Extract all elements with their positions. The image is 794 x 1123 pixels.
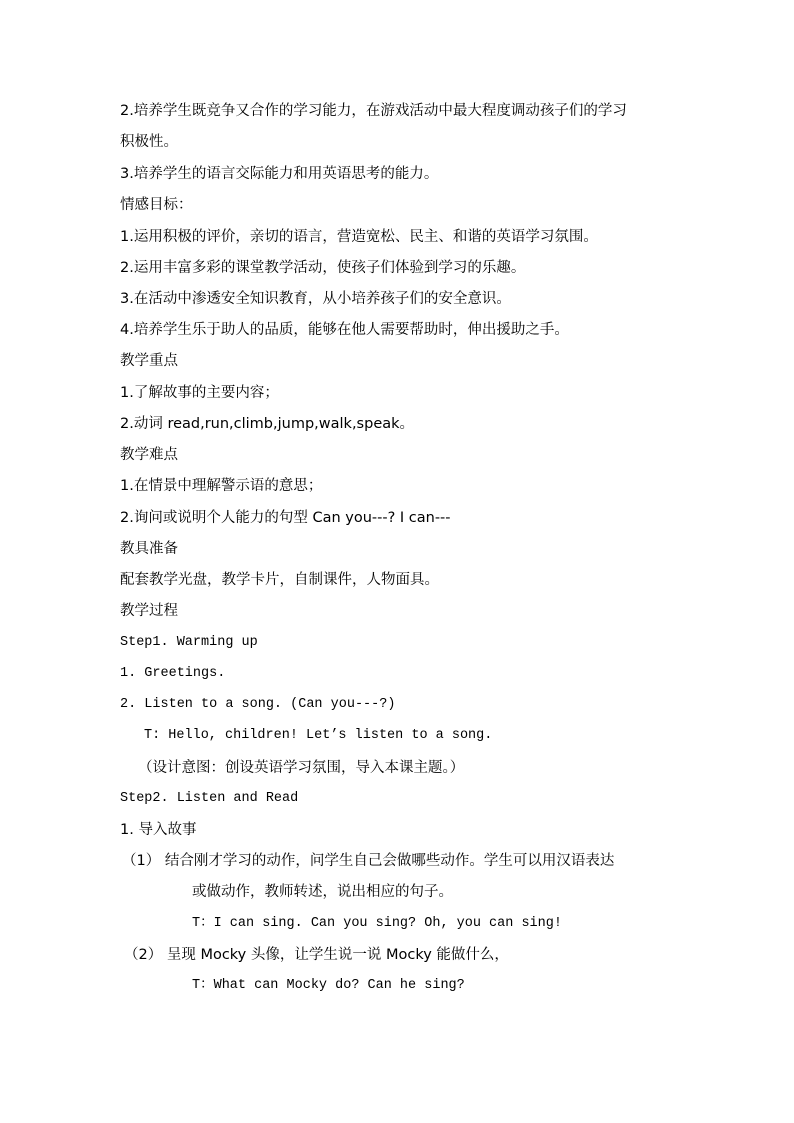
dialogue-line: T: Hello, children! Let’s listen to a song. bbox=[144, 728, 493, 743]
text-line: 1.了解故事的主要内容； bbox=[120, 385, 279, 401]
step-heading: Step1. Warming up bbox=[120, 635, 258, 650]
text-line: 或做动作，教师转述，说出相应的句子。 bbox=[192, 884, 453, 900]
text-line: 1. 导入故事 bbox=[120, 822, 197, 838]
step-heading: Step2. Listen and Read bbox=[120, 791, 299, 806]
section-heading: 教具准备 bbox=[120, 541, 178, 557]
text-line: 1.在情景中理解警示语的意思； bbox=[120, 478, 323, 494]
text-line: 4.培养学生乐于助人的品质，能够在他人需要帮助时，伸出援助之手。 bbox=[120, 322, 569, 338]
text-line: 1.运用积极的评价，亲切的语言，营造宽松、民主、和谐的英语学习氛围。 bbox=[120, 229, 598, 245]
text-line: 配套教学光盘，教学卡片，自制课件，人物面具。 bbox=[120, 572, 439, 588]
text-line: 2.运用丰富多彩的课堂教学活动，使孩子们体验到学习的乐趣。 bbox=[120, 260, 526, 276]
section-heading: 情感目标： bbox=[120, 197, 193, 213]
text-line: 2.动词 read,run,climb,jump,walk,speak。 bbox=[120, 416, 415, 432]
dialogue-line: T：What can Mocky do? Can he sing? bbox=[192, 978, 465, 993]
text-line: 2. Listen to a song. (Can you---?) bbox=[120, 697, 396, 712]
section-heading: 教学过程 bbox=[120, 603, 178, 619]
text-line: 1. Greetings. bbox=[120, 666, 226, 681]
text-line: 3.培养学生的语言交际能力和用英语思考的能力。 bbox=[120, 166, 439, 182]
section-heading: 教学难点 bbox=[120, 447, 178, 463]
text-line: （1） 结合刚才学习的动作，问学生自己会做哪些动作。学生可以用汉语表达 bbox=[122, 853, 615, 869]
text-line: 积极性。 bbox=[120, 134, 178, 150]
text-line: （2） 呈现 Mocky 头像，让学生说一说 Mocky 能做什么， bbox=[124, 947, 509, 963]
text-line: 3.在活动中渗透安全知识教育，从小培养孩子们的安全意识。 bbox=[120, 291, 511, 307]
section-heading: 教学重点 bbox=[120, 353, 178, 369]
design-note: （设计意图：创设英语学习氛围，导入本课主题。） bbox=[138, 760, 465, 776]
dialogue-line: T：I can sing. Can you sing? Oh, you can sing! bbox=[192, 916, 562, 931]
text-line: 2.培养学生既竞争又合作的学习能力，在游戏活动中最大程度调动孩子们的学习 bbox=[120, 103, 627, 119]
text-line: 2.询问或说明个人能力的句型 Can you---? I can--- bbox=[120, 510, 451, 526]
